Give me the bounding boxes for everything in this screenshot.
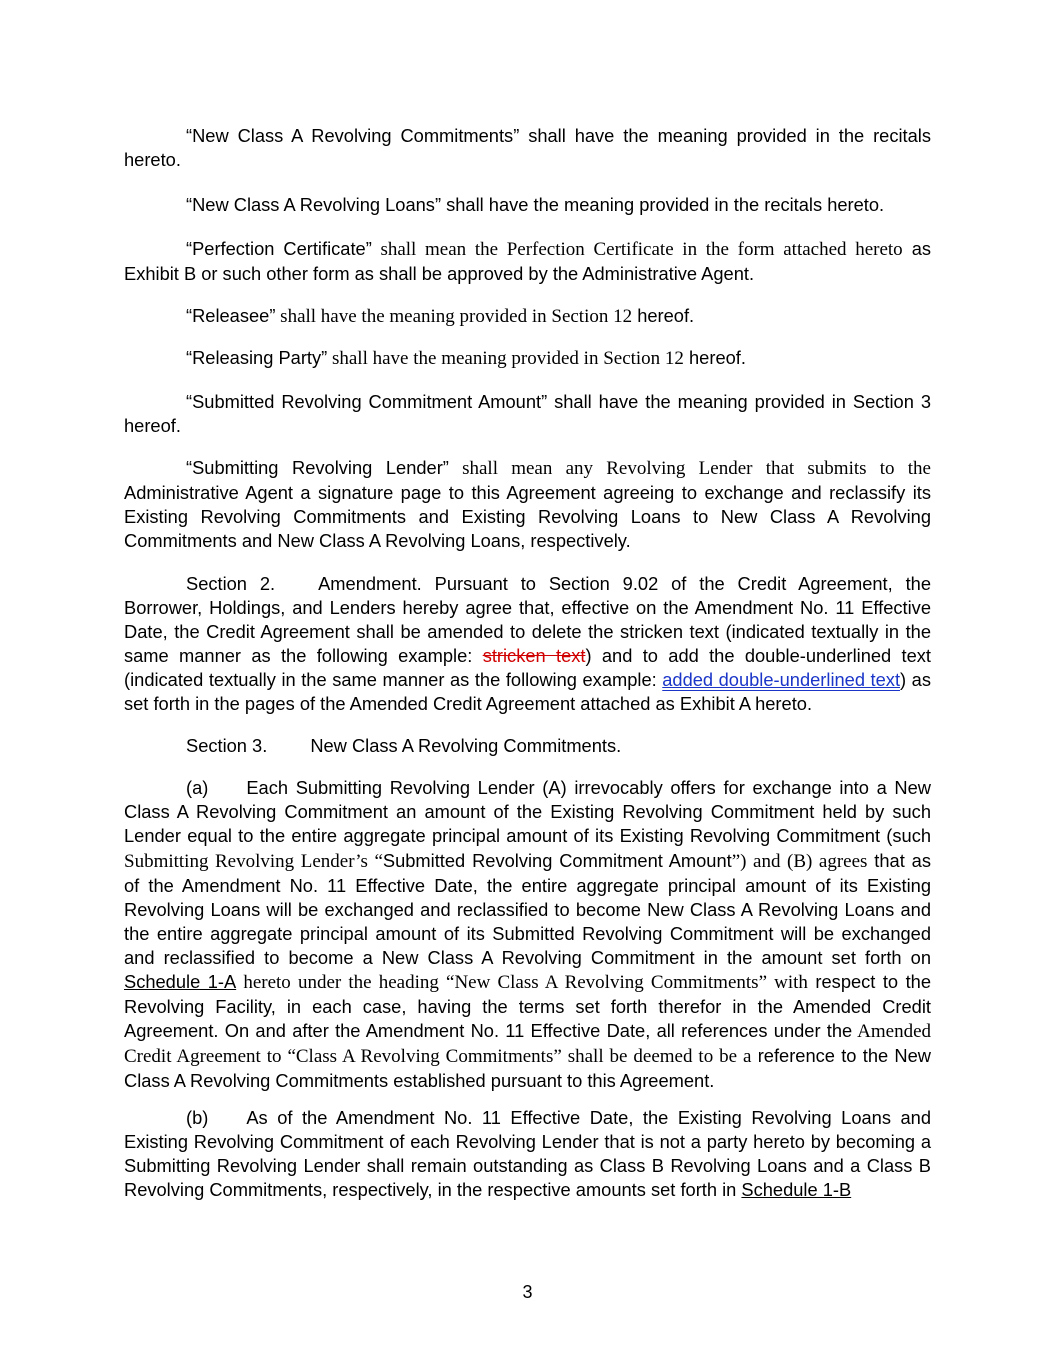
defined-term: “Releasee” — [186, 305, 276, 326]
definition-text-serif: shall mean any Revolving Lender that submits to the — [448, 458, 931, 479]
definition-submitting-revolving-lender — [124, 456, 931, 553]
clause-text: that as of the Amendment No. 11 Effective Date, the entire aggregate principal amount of its Existing Revolving Loans will be exchanged and reclassified to become New Class A Revolving Loans and the entire aggregate principal amount of its Submitted Revolving Commitment will be exchanged and reclassified to become a New Class A Revolving Commitment in the amount set forth on — [124, 850, 931, 968]
clause-label: (b) — [186, 1107, 209, 1128]
added-text-example: added double-underlined text — [662, 669, 901, 690]
clause-text: As of the Amendment No. 11 Effective Date, the Existing Revolving Loans and Existing Revolving Commitment of each Revolving Lender that is not a party hereto by becoming a Submitting Revolving Lender shall remain outstanding as Class B Revolving Loans and a Class B Revolving Commitments, respectively, in the respective amounts set forth in — [124, 1107, 931, 1200]
defined-term: “Submitted Revolving Commitment Amount” — [186, 391, 548, 412]
definition-text: shall have the meaning provided in the recitals hereto. — [124, 125, 931, 170]
section-number: Section 2. — [186, 573, 276, 594]
clause-text-serif: Amended Credit Agreement to “Class A Revolving Commitments” shall be deemed to be a — [124, 1021, 931, 1067]
definition-text: hereof. — [683, 347, 746, 368]
definition-text-serif: shall mean the Perfection Certificate in the form attached hereto — [371, 239, 903, 260]
definition-text: Administrative Agent a signature page to this Agreement agreeing to exchange and reclassify its Existing Revolving Commitments and Existing Revolving Loans to New Class A Revolving Commitments and New Class A Revolving Loans, respectively. — [124, 482, 931, 551]
defined-term: “Perfection Certificate” — [186, 238, 372, 259]
definition-releasing-party — [124, 346, 931, 371]
stricken-text-example: stricken text — [482, 645, 586, 666]
definition-text: shall have the meaning provided in the recitals hereto. — [441, 194, 885, 215]
clause-text-serif: Submitting Revolving Lender’s “ — [124, 851, 383, 872]
clause-text-serif: hereto under the heading “New Class A Revolving Commitments” with — [236, 972, 808, 993]
defined-term: “New Class A Revolving Commitments” — [186, 125, 520, 146]
clause-text-serif: ”) and (B) agrees — [731, 851, 868, 872]
defined-term: “New Class A Revolving Loans” — [186, 194, 442, 215]
definition-text-serif: shall have the meaning provided in Section 12 — [327, 348, 684, 369]
definition-releasee — [124, 304, 931, 329]
definition-text-serif: shall have the meaning provided in Section 12 — [275, 306, 633, 327]
definition-text: shall have the meaning provided in Section 3 hereof. — [124, 391, 931, 436]
clause-text: Each Submitting Revolving Lender (A) irrevocably offers for exchange into a New Class A Revolving Commitment an amount of the Existing Revolving Commitment held by such Lender equal to the entire aggregate principal amount of its Existing Revolving Commitment (such — [124, 777, 931, 846]
clause-text: respect to the Revolving Facility, in each case, having the terms set forth therefor in the Amended Credit Agreement. On and after the Amendment No. 11 Effective Date, all references under the — [124, 971, 931, 1041]
section-heading: Amendment. — [318, 573, 422, 594]
section-3-heading — [124, 734, 931, 758]
section-text: ) as set forth in the pages of the Amended Credit Agreement attached as Exhibit A hereto. — [124, 669, 931, 714]
section-number: Section 3. — [186, 735, 268, 756]
section-2-amendment — [124, 572, 931, 716]
defined-term: “Releasing Party” — [186, 347, 328, 368]
section-text: ) and to add the double-underlined text (indicated textually in the same manner as the following example: — [124, 645, 932, 690]
schedule-1-b-reference: Schedule 1-B — [741, 1179, 852, 1200]
definition-text: as Exhibit B or such other form as shall be approved by the Administrative Agent. — [124, 238, 931, 284]
clause-label: (a) — [186, 777, 209, 798]
schedule-1-a-reference: Schedule 1-A — [124, 971, 237, 992]
page-number: 3 — [522, 1282, 533, 1302]
section-heading: New Class A Revolving Commitments. — [310, 735, 622, 756]
definition-text: hereof. — [632, 305, 695, 326]
section-3a — [124, 776, 931, 1093]
definition-new-class-a-revolving-loans — [124, 193, 931, 217]
definition-perfection-certificate — [124, 237, 931, 286]
definition-submitted-revolving-commitment-amount — [124, 390, 931, 438]
defined-term: “Submitting Revolving Lender” — [186, 457, 449, 478]
defined-term: Submitted Revolving Commitment Amount — [382, 850, 732, 871]
definition-new-class-a-revolving-commitments — [124, 124, 931, 172]
section-text: Pursuant to Section 9.02 of the Credit Agreement, the Borrower, Holdings, and Lenders hereby agree that, effective on the Amendment No. 11 Effective Date, the Credit Agreement shall be amended to delete the stricken text (indicated textually in the same manner as the following example: — [124, 573, 931, 666]
section-3b — [124, 1106, 931, 1202]
clause-text: reference to the New Class A Revolving Commitments established pursuant to this Agreement. — [124, 1045, 931, 1091]
